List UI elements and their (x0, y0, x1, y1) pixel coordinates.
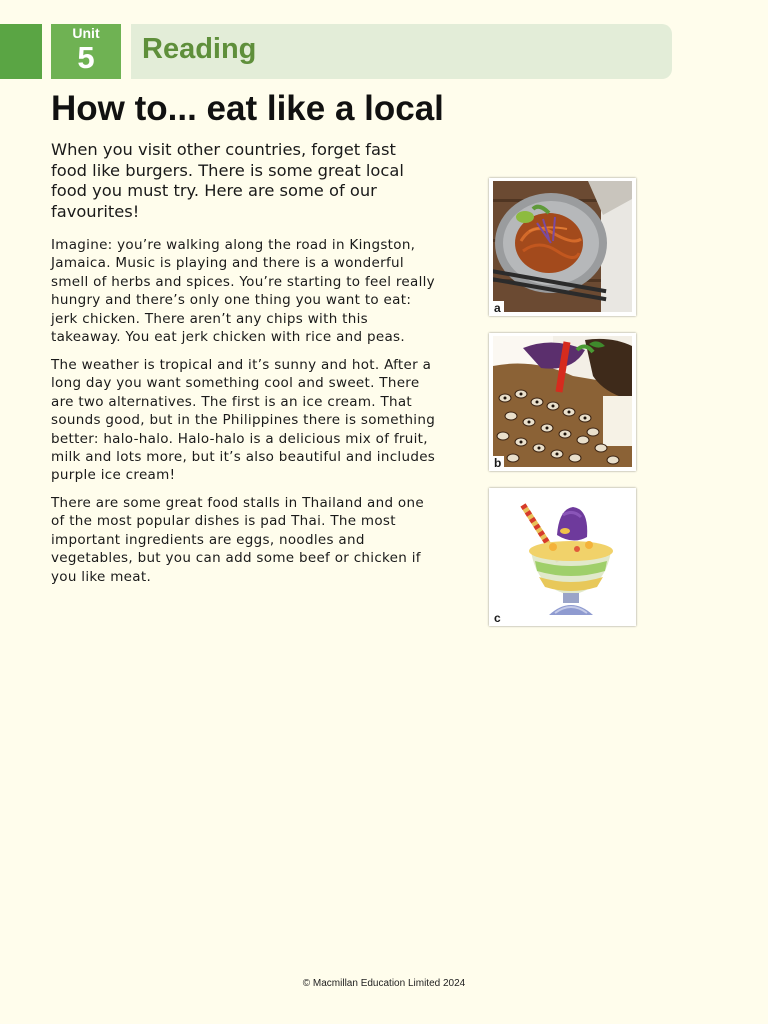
paragraph-thailand: There are some great food stalls in Thailand and one of the most popular dishes is pad Thai. The most important ingredients are eggs, noodles and vegetables, but you can add some beef or chicken if you like meat. (51, 495, 424, 585)
photo-a (489, 178, 636, 316)
photo-c (489, 488, 636, 626)
unit-color-tab (0, 24, 42, 79)
noodle-dish-photo (493, 181, 632, 312)
paragraph-philippines: The weather is tropical and it’s sunny and hot. After a long day you want something cool and sweet. There are two alternatives. The first is an ice cream. That sounds good, but in the Philippines there is something better: halo-halo. Halo-halo is a delicious mix of fruit, milk and lots more, but it’s also beautiful and includes purple ice cream! (51, 357, 436, 484)
unit-number: 5 (77, 40, 95, 75)
unit-badge (51, 24, 121, 79)
page-title: How to... eat like a local (51, 89, 444, 128)
intro-paragraph: When you visit other countries, forget fast food like burgers. There is some great local food you must try. Here are some of our favourites! (51, 140, 404, 222)
unit-label: Unit (72, 25, 100, 41)
photo-label-c: c (491, 611, 504, 625)
rice-and-peas-photo (493, 336, 632, 467)
section-header-bar (131, 24, 672, 79)
halo-halo-dessert-photo (493, 491, 632, 622)
section-title: Reading (142, 33, 257, 65)
paragraph-jamaica: Imagine: you’re walking along the road in Kingston, Jamaica. Music is playing and there is a wonderful smell of herbs and spices. You’re starting to feel really hungry and there’s only one thing you want to eat: jerk chicken. There aren’t any chips with this takeaway. You eat jerk chicken with rice and peas. (51, 237, 435, 346)
photo-b (489, 333, 636, 471)
photo-label-a: a (491, 301, 504, 315)
copyright-footer: © Macmillan Education Limited 2024 (302, 978, 466, 989)
photo-label-b: b (491, 456, 504, 470)
